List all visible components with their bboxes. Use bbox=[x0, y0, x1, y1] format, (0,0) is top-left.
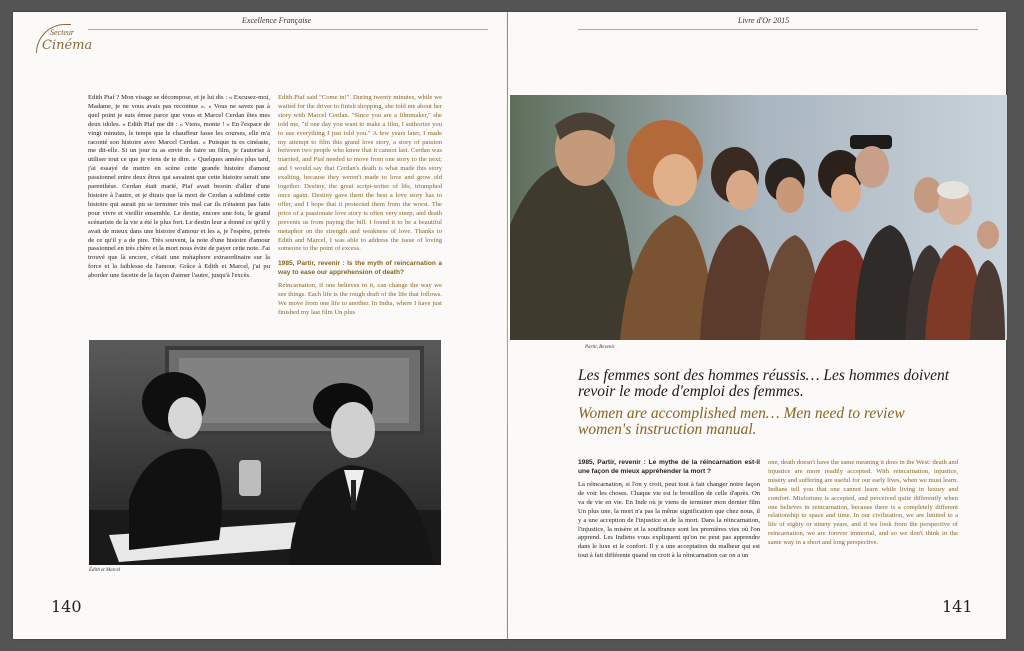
page-number-right: 141 bbox=[942, 597, 973, 616]
left-french-paragraph: Edith Piaf ? Mon visage se décompose, et je lui dis : « Excusez-moi, Madame, je ne vous avais pas reconnue ». « Vous ne savez pas à quel point je suis émue parce que vous et Marcel Cerdan êtes mes deux idoles. » Edith Piaf me dit : « Viens, monte ! » En l'espace de vingt minutes, le temps que le chauffeur fasse les courses, elle m'a raconté son histoire avec Marcel Cerdan. « Puisque tu es cinéaste, me dit-elle. Si un jour tu as envie de faire un film, je t'autorise à utiliser tout ce que je viens de te dire. » Quelques années plus tard, j'ai essayé de mettre en scène cette grande histoire d'amour passionnel entre deux êtres qui savaient que cette histoire serait une parenthèse. Cerdan était marié, Piaf avait besoin d'aller d'une histoire à l'autre, et je dirais que la mort de Cerdan a sublimé cette histoire qui aurait pu se terminer très mal car ils n'étaient pas faits pour vivre et vieillir ensemble. Le destin, encore une fois, le grand scénariste de la vie a été le plus fort. Le destin leur a donné ce qu'il y avait de mieux dans une histoire d'amour et les a, je l'espère, privés de ce qu'il y a de pire. Très souvent, la note d'une histoire d'amour passionnel en très chère et la mort nous évite de payer cette note. J'ai trouvé que là encore, c'était une métaphore extraordinaire sur la force et la faiblesse de l'amour. Grâce à Edith et Marcel, j'ai pu aborder une facette de la façon d'aimer l'autre, jusqu'à l'excès. bbox=[88, 94, 270, 280]
bw-photo-illustration bbox=[89, 340, 441, 565]
right-photo-caption: Partir, Revenir bbox=[585, 345, 615, 350]
right-french-subhead: 1985, Partir, revenir : Le mythe de la réincarnation est-il une façon de mieux appréhender la mort ? bbox=[578, 459, 760, 475]
running-header-right: Livre d'Or 2015 bbox=[738, 16, 790, 25]
header-rule-right bbox=[578, 29, 978, 30]
pull-quote-french: Les femmes sont des hommes réussis… Les hommes doivent revoir le mode d'emploi des femmes. bbox=[578, 367, 950, 400]
right-english-paragraph: one, death doesn't have the same meaning it does in the West: death and injustice are more readily accepted. With reincarnation, injustice, misery and suffering are useful for our early lives, when we must learn. Indians tell you that one cannot learn while living in luxury and comfort. Misfortune is accepted, and perceived quite differently when one believes in reincarnation, because there is a completely different relationship to space and time. In our civilization, we are limited to a life of eighty or ninety years, and if we look from the perspective of reincarnation, we are forever immortal, and so we don't think in the same way in a short and long perspective. bbox=[768, 459, 958, 547]
left-french-column bbox=[88, 94, 270, 334]
section-tag bbox=[36, 24, 96, 64]
left-photo-caption: Édith et Marcel bbox=[89, 568, 121, 573]
left-english-subhead: 1985, Partir, revenir : Is the myth of reincarnation a way to ease our apprehension of death? bbox=[278, 260, 442, 276]
section-name: Cinéma bbox=[42, 38, 93, 53]
header-rule-left bbox=[88, 29, 488, 30]
right-french-paragraph: La réincarnation, si l'on y croit, peut tout à fait changer notre façon de voir les choses. Chaque vie est le brouillon de celle d'après. On va de vie en vie. En Inde où je viens de terminer mon dernier film Un plus une, la mort n'a pas la même signification que chez nous, il y a une acception de l'injustice et de la mort. Dans la réincarnation, l'injustice, la misère et la souffrance sont les premières vies où l'on apprend. Les Indiens vous expliquent qu'on ne peut pas apprendre dans le luxe et le confort. Il y a une acceptation du malheur qui est tout à fait différente quand on croit à la réincarnation car on a un bbox=[578, 481, 760, 560]
left-english-column bbox=[278, 94, 442, 334]
section-label: Secteur bbox=[50, 28, 74, 37]
partir-revenir-photo bbox=[510, 95, 1007, 340]
left-english-paragraph-2: Reincarnation, if one believes in it, can change the way we see things. Each life is the rough draft of the life that follows. We move from one life to another. In India, where I have just finished my last film Un plus bbox=[278, 282, 442, 317]
right-english-column bbox=[768, 459, 958, 581]
left-english-paragraph: Edith Piaf said "Come in!". During twenty minutes, while we waited for the driver to finish shopping, she told me about her story with Marcel Cerdan. "Since you are a filmmaker," she told me, "if one day you want to make a film, I authorize you to use everything I just told you." A few years later, I made my attempt to film this grand love story, a story of passion between two people who knew that it cannot last. Cerdan was married, and Piaf needed to move from one story to the next; and I would say that Cerdan's death is what made this story exalting, because they weren't made to love and grow old together. Destiny, the great script-writer of life, triumphed once again. Destiny gave them the best a love story has to offer, and I hope that it protected them from the worst. The price of a passionate love story is often very steep, and death prevents us from paying the bill. I found it to be a beautiful metaphor on the strength and weakness of love. Thanks to Edith and Marcel, I was able to address the issue of loving someone to the point of excess. bbox=[278, 94, 442, 253]
color-photo-illustration bbox=[510, 95, 1007, 340]
edith-marcel-photo bbox=[89, 340, 441, 565]
page-number-left: 140 bbox=[51, 597, 82, 616]
running-header-left: Excellence Française bbox=[242, 16, 312, 25]
pull-quote-english: Women are accomplished men… Men need to review women's instruction manual. bbox=[578, 405, 905, 438]
right-french-column bbox=[578, 459, 760, 581]
